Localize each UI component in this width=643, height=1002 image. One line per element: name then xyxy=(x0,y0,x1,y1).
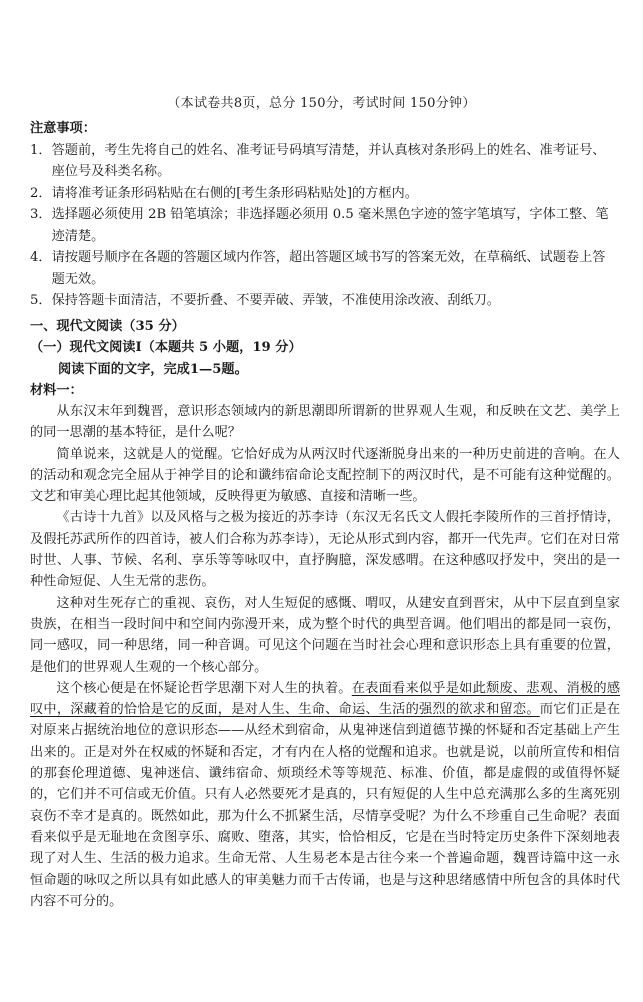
section1-title: 一、现代文阅读（35 分） xyxy=(30,319,185,334)
note-item xyxy=(30,204,618,247)
paragraph-text: 这种对生死存亡的重视、哀伤，对人生短促的感慨、喟叹，从建安直到晋宋，从中下层直到皇家贵族，在相当一段时间中和空间内弥漫开来，成为整个时代的典型音调。他们唱出的都是同一哀伤，同一感叹，同一种思绪，同一种音调。可见这个问题在当时社会心理和意识形态上具有重要的位置，是他们的世界观人生观的一个核心部分。 xyxy=(30,595,620,675)
material-paragraph xyxy=(30,507,620,592)
paragraph-text: 从东汉末年到魏晋，意识形态领域内的新思潮即所谓新的世界观人生观，和反映在文艺、美学上的同一思潮的基本特征，是什么呢？ xyxy=(30,404,620,441)
note-number: 4． xyxy=(30,250,52,265)
note-text: 请按题号顺序在各题的答题区域内作答，超出答题区域书写的答案无效，在草稿纸、试题卷上答题无效。 xyxy=(51,250,606,287)
paragraph-text: 《古诗十九首》以及风格与之极为接近的苏李诗（东汉无名氏文人假托李陵所作的三首抒情诗，及假托苏武所作的四首诗，被人们合称为苏李诗），无论从形式到内容，都开一代先声。它们在对日常时世、人事、节候、名利、享乐等等咏叹中，直抒胸臆，深发感喟。在这种感叹抒发中，突出的是一种性命短促、人生无常的悲伤。 xyxy=(30,510,620,590)
material-text xyxy=(30,401,620,912)
note-item xyxy=(30,247,618,290)
underlined-sentence: 在表面看来似乎是如此颓废、悲观、消极的感叹中，深藏着的恰恰是它的反面，是对人生、生命、命运、生活的强烈的欲求和留恋。 xyxy=(30,680,621,718)
material-paragraph xyxy=(30,678,620,912)
note-text: 保持答题卡面清洁，不要折叠、不要弄破、弄皱，不准使用涂改液、刮纸刀。 xyxy=(51,293,500,308)
note-number: 2． xyxy=(30,185,52,201)
paragraph-text: 简单说来，这就是人的觉醒。它恰好成为从两汉时代逐渐脱身出来的一种历史前进的音响。在人的活动和观念完全屈从于神学目的论和谶纬宿命论支配控制下的两汉时代，是不可能有这种觉醒的。文艺和审美心理比起其他领域，反映得更为敏感、直接和清晰一些。 xyxy=(30,446,620,505)
paragraph-text: 这个核心便是在怀疑论哲学思潮下对人生的执着。 xyxy=(56,680,352,696)
note-text: 答题前，考生先将自己的姓名、准考证号码填写清楚，并认真核对条形码上的姓名、准考证号、座位号及科类名称。 xyxy=(51,142,606,179)
material-paragraph xyxy=(30,401,620,444)
reading-instruction: 阅读下面的文字，完成1—5题。 xyxy=(58,362,248,377)
note-item xyxy=(30,183,618,205)
note-number: 3． xyxy=(30,207,52,222)
notes-list xyxy=(30,140,618,312)
material-label: 材料一： xyxy=(30,383,83,398)
note-number: 1． xyxy=(30,142,52,158)
note-item xyxy=(30,290,618,312)
note-text: 请将准考证条形码粘贴在右侧的[考生条形码粘贴处]的方框内。 xyxy=(51,185,418,201)
material-paragraph xyxy=(30,444,620,508)
section1-subtitle: （一）现代文阅读Ⅰ（本题共 5 小题，19 分） xyxy=(30,340,302,355)
paragraph-text: 而它们正是在对原来占据统治地位的意识形态——从经术到宿命，从鬼神迷信到道德节操的怀疑和否定基础上产生出来的。正是对外在权威的怀疑和否定，才有内在人格的觉醒和追求。也就是说，以前所宣传和相信的那套伦理道德、鬼神迷信、谶纬宿命、烦琐经术等等规范、标准、价值，都是虚假的或值得怀疑的，它们并不可信或无价值。只有人必然要死才是真的，只有短促的人生中总充满那么多的生离死别哀伤不幸才是真的。既然如此，那为什么不抓紧生活，尽情享受呢？为什么不珍重自己生命呢？表面看来似乎是无耻地在贪图享乐、腐败、堕落，其实，恰恰相反，它是在当时特定历史条件下深刻地表现了对人生、生活的极力追求。生命无常、人生易老本是古往今来一个普遍命题，魏晋诗篇中这一永恒命题的咏叹之所以具有如此感人的审美魅力而千古传诵，也是与这种思绪感情中所包含的具体时代内容不可分的。 xyxy=(30,702,621,909)
note-number: 5． xyxy=(30,293,52,308)
notes-title: 注意事项： xyxy=(30,121,96,136)
exam-info: （本试卷共8页，总分 150分，考试时间 150分钟） xyxy=(167,96,476,111)
notes-section xyxy=(30,118,618,312)
note-item xyxy=(30,140,618,183)
material-paragraph xyxy=(30,593,620,678)
note-text: 选择题必须使用 2B 铅笔填涂；非选择题必须用 0.5 毫米黑色字迹的签字笔填写，字体工整、笔迹清楚。 xyxy=(51,207,609,244)
